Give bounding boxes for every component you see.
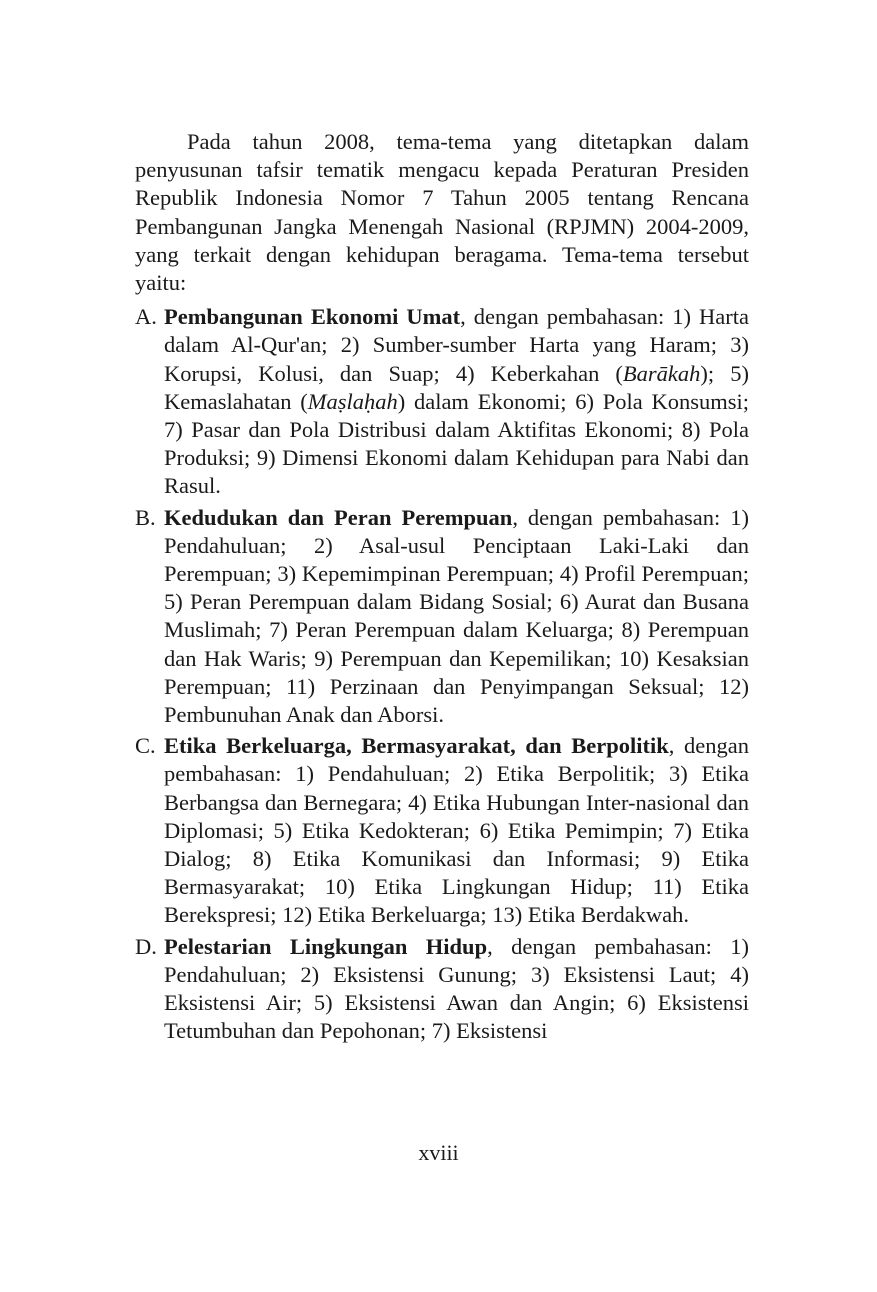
topic-letter: B. <box>135 504 156 530</box>
topic-term-italic: Maṣlaḥah <box>307 388 398 414</box>
topic-item-b <box>135 504 749 730</box>
topic-letter: D. <box>135 933 157 959</box>
page-number: xviii <box>418 1140 459 1165</box>
topic-title: Kedudukan dan Peran Perempuan <box>164 504 513 530</box>
topic-title: Etika Berkeluarga, Bermasyarakat, dan Berpolitik <box>164 733 669 759</box>
topic-body: , dengan pembahasan: 1) Pendahuluan; 2) Etika Berpolitik; 3) Etika Berbangsa dan Bernegara; 4) Etika Hubungan Inter-nasional dan Diplomasi; 5) Etika Kedokteran; 6) Etika Pemimpin; 7) Etika Dialog; 8) Etika Komunikasi dan Informasi; 9) Etika Bermasyarakat; 10) Etika Lingkungan Hidup; 11) Etika Berekspresi; 12) Etika Berkeluarga; 13) Etika Berdakwah. <box>164 733 749 928</box>
topic-body: , dengan pembahasan: 1) Pendahuluan; 2) Asal-usul Penciptaan Laki-Laki dan Perempuan; 3) Kepemimpinan Perempuan; 4) Profil Perempuan; 5) Peran Perempuan dalam Bidang Sosial; 6) Aurat dan Busana Muslimah; 7) Peran Perempuan dalam Keluarga; 8) Perempuan dan Hak Waris; 9) Perempuan dan Kepemilikan; 10) Kesaksian Perempuan; 11) Perzinaan dan Penyimpangan Seksual; 12) Pembunuhan Anak dan Aborsi. <box>164 504 750 728</box>
page-body <box>135 128 749 1049</box>
intro-paragraph: Pada tahun 2008, tema-tema yang ditetapkan dalam penyusunan tafsir tematik mengacu kepada Peraturan Presiden Republik Indonesia Nomor 7 Tahun 2005 tentang Rencana Pembangunan Jangka Menengah Nasional (RPJMN) 2004-2009, yang terkait dengan kehidupan beragama. Tema-tema tersebut yaitu: <box>135 129 749 296</box>
topic-body: , dengan pembahasan: 1) Harta dalam Al-Qur'an; 2) Sumber-sumber Harta yang Haram; 3) Korupsi, Kolusi, dan Suap; 4) Keberkahan ( <box>164 304 750 386</box>
topic-letter: C. <box>135 733 156 759</box>
topic-letter: A. <box>135 304 157 330</box>
topic-title: Pelestarian Lingkungan Hidup <box>164 933 488 959</box>
topic-body: ); 5) Kemaslahatan ( <box>164 360 749 414</box>
topic-item-d <box>135 933 749 1046</box>
topic-title: Pembangunan Ekonomi Umat <box>164 304 461 330</box>
topic-term-italic: Barākah <box>622 360 701 386</box>
topic-body: , dengan pembahasan: 1) Pendahuluan; 2) Eksistensi Gunung; 3) Eksistensi Laut; 4) Eksistensi Air; 5) Eksistensi Awan dan Angin; 6) Eksistensi Tetumbuhan dan Pepohonan; 7) Eksistensi <box>164 933 750 1044</box>
topic-item-c <box>135 732 749 929</box>
topic-body: ) dalam Ekonomi; 6) Pola Konsumsi; 7) Pasar dan Pola Distribusi dalam Aktifitas Ekonomi; 8) Pola Produksi; 9) Dimensi Ekonomi dalam Kehidupan para Nabi dan Rasul. <box>164 388 749 499</box>
topic-item-a <box>135 303 749 500</box>
